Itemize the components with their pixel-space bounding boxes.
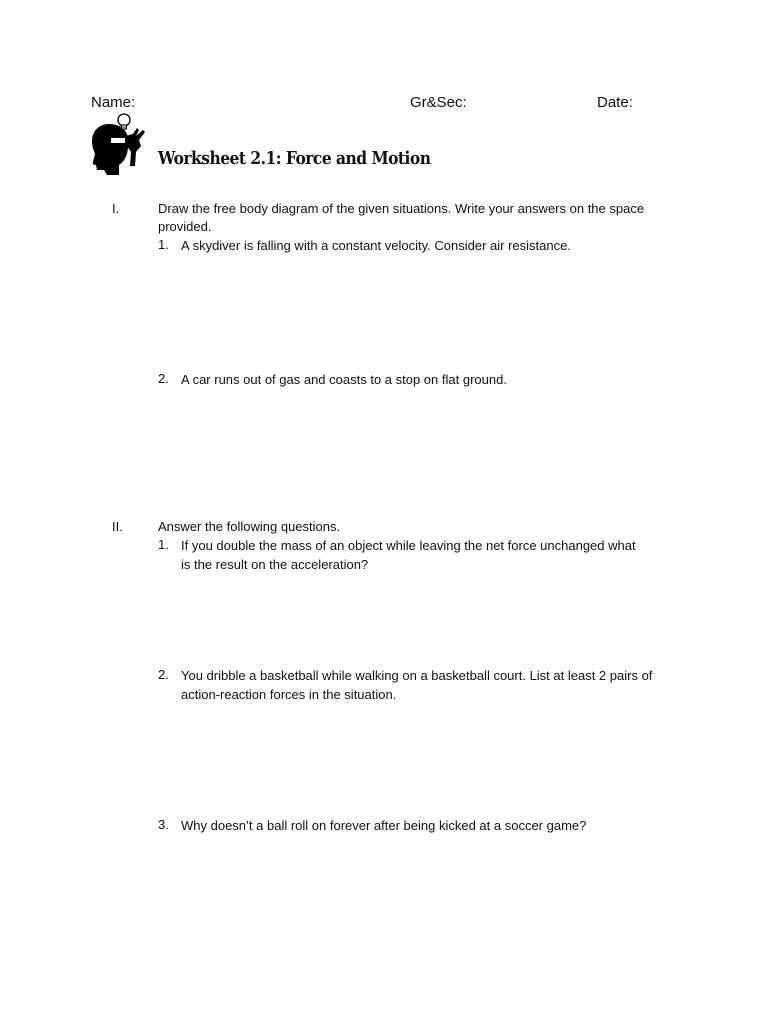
name-label: Name:: [91, 94, 136, 111]
section-instruction: Draw the free body diagram of the given situations. Write your answers on the space provided.: [158, 201, 645, 234]
question-text: If you double the mass of an object while leaving the net force unchanged what is the result on the acceleration?: [181, 538, 636, 572]
section-numeral: I.: [112, 201, 120, 216]
section-instruction: Answer the following questions.: [158, 519, 341, 534]
question-text: A skydiver is falling with a constant velocity. Consider air resistance.: [181, 238, 571, 253]
head-with-lightbulb-icon: [89, 110, 151, 176]
student-info-row: [91, 94, 651, 114]
question-number: 2.: [158, 667, 169, 682]
section-numeral: II.: [112, 519, 123, 534]
question-text: Why doesn’t a ball roll on forever after being kicked at a soccer game?: [181, 818, 587, 833]
question-number: 1.: [158, 237, 169, 252]
grade-section-label: Gr&Sec:: [410, 94, 467, 111]
question-number: 2.: [158, 371, 169, 386]
question-text: You dribble a basketball while walking on a basketball court. List at least 2 pairs of action-reaction forces in the situation.: [181, 668, 653, 702]
question-text: A car runs out of gas and coasts to a stop on flat ground.: [181, 372, 507, 387]
question-number: 3.: [158, 817, 169, 832]
worksheet-title: Worksheet 2.1: Force and Motion: [158, 148, 431, 169]
question-number: 1.: [158, 537, 169, 552]
date-label: Date:: [597, 94, 633, 111]
